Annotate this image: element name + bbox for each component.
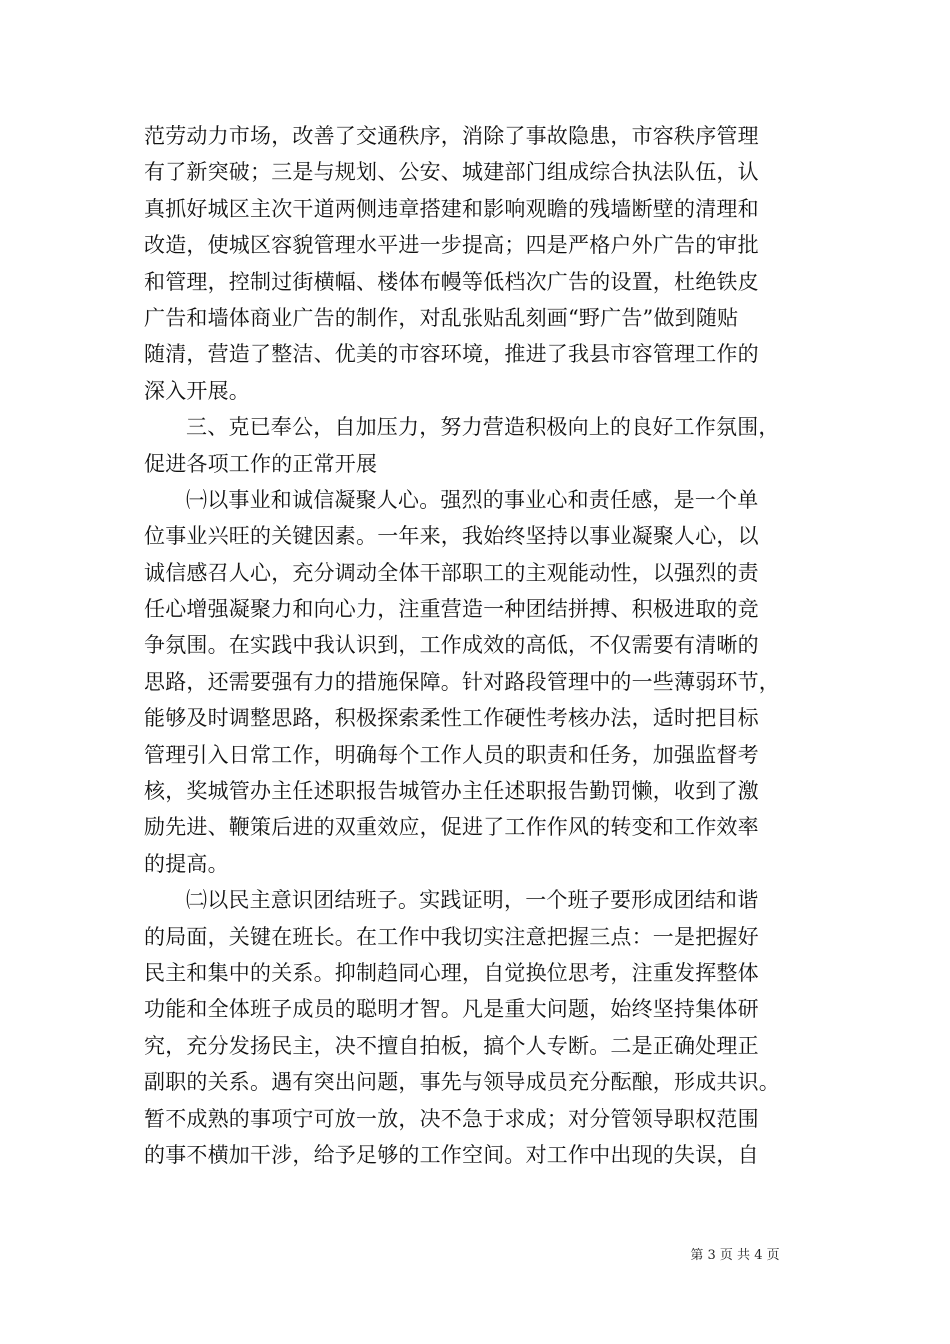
text-line: 能够及时调整思路，积极探索柔性工作硬性考核办法，适时把目标: [144, 706, 759, 731]
text-line: 的局面，关键在班长。在工作中我切实注意把握三点：一是把握好: [144, 924, 759, 949]
text-line: 随清，营造了整洁、优美的市容环境，推进了我县市容管理工作的: [144, 342, 759, 367]
text-line: 副职的关系。遇有突出问题，事先与领导成员充分酝酿，形成共识。: [144, 1070, 780, 1095]
text-line: 究，充分发扬民主，决不擅自拍板，搞个人专断。二是正确处理正: [144, 1033, 759, 1058]
text-line: 广告和墙体商业广告的制作，对乱张贴乱刻画“野广告”做到随贴: [144, 305, 739, 330]
text-line: 和管理，控制过街横幅、楼体布幔等低档次广告的设置，杜绝铁皮: [144, 269, 759, 294]
text-line: 的事不横加干涉，给予足够的工作空间。对工作中出现的失误，自: [144, 1142, 759, 1167]
text-line: 争氛围。在实践中我认识到，工作成效的高低，不仅需要有清晰的: [144, 633, 759, 658]
text-line: 励先进、鞭策后进的双重效应，促进了工作作风的转变和工作效率: [144, 815, 759, 840]
section-heading-line: 促进各项工作的正常开展: [144, 451, 378, 476]
text-line: 位事业兴旺的关键因素。一年来，我始终坚持以事业凝聚人心，以: [144, 524, 759, 549]
text-line: 深入开展。: [144, 378, 250, 403]
text-line: 功能和全体班子成员的聪明才智。凡是重大问题，始终坚持集体研: [144, 997, 759, 1022]
text-line: 管理引入日常工作，明确每个工作人员的职责和任务，加强监督考: [144, 742, 759, 767]
text-line: 暂不成熟的事项宁可放一放，决不急于求成；对分管领导职权范围: [144, 1106, 759, 1131]
page-footer: [0, 1248, 950, 1264]
text-line: 的提高。: [144, 851, 229, 876]
text-line: 诚信感召人心，充分调动全体干部职工的主观能动性，以强烈的责: [144, 560, 759, 585]
text-line: 改造，使城区容貌管理水平进一步提高；四是严格户外广告的审批: [144, 233, 759, 258]
document-body: [144, 118, 814, 1173]
page-number: 第 3 页 共 4 页: [690, 1248, 780, 1263]
paragraph-start-line: ㈡以民主意识团结班子。实践证明，一个班子要形成团结和谐: [186, 888, 759, 913]
text-line: 核，奖城管办主任述职报告城管办主任述职报告勤罚懒，收到了激: [144, 779, 759, 804]
section-heading-line: 三、克已奉公，自加压力，努力营造积极向上的良好工作氛围，: [186, 415, 780, 440]
text-line: 思路，还需要强有力的措施保障。针对路段管理中的一些薄弱环节，: [144, 669, 780, 694]
text-line: 民主和集中的关系。抑制趋同心理，自觉换位思考，注重发挥整体: [144, 960, 759, 985]
text-line: 范劳动力市场，改善了交通秩序，消除了事故隐患，市容秩序管理: [144, 124, 759, 148]
text-line: 任心增强凝聚力和向心力，注重营造一种团结拼搏、积极进取的竞: [144, 597, 759, 622]
text-line: 真抓好城区主次干道两侧违章搭建和影响观瞻的残墙断壁的清理和: [144, 196, 759, 221]
paragraph-start-line: ㈠以事业和诚信凝聚人心。强烈的事业心和责任感，是一个单: [186, 487, 759, 512]
text-line: 有了新突破；三是与规划、公安、城建部门组成综合执法队伍，认: [144, 160, 759, 185]
